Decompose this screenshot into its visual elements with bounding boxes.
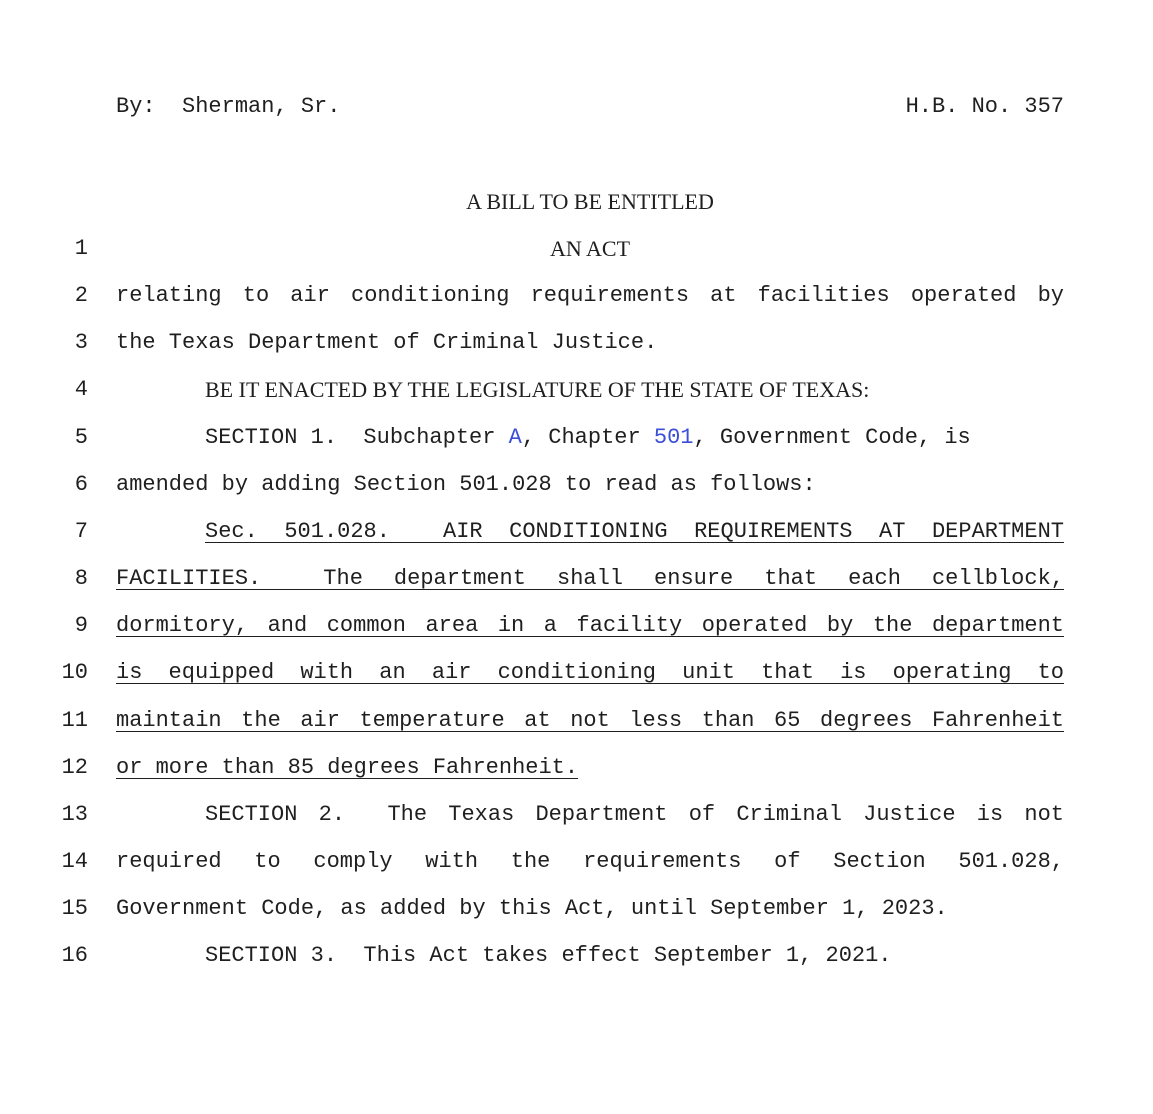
line-number: 8: [74, 566, 88, 591]
act-heading: AN ACT: [549, 236, 631, 261]
text-line-8: [116, 566, 1064, 591]
text-line-7: [116, 519, 1064, 544]
text-line-13: SECTION 2. The Texas Department of Criminal Justice is not: [205, 802, 1064, 827]
line-number: 9: [74, 613, 88, 638]
new-text-11: maintain the air temperature at not less than 65 degrees Fahrenheit: [116, 708, 1064, 733]
text-line-5: [116, 425, 1064, 450]
line-number: 15: [61, 896, 88, 921]
new-text-9: dormitory, and common area in a facility operated by the department: [116, 613, 1064, 638]
line-number: 14: [61, 849, 88, 874]
bill-number: H.B. No. 357: [905, 94, 1064, 119]
new-text-8: FACILITIES. The department shall ensure that each cellblock,: [116, 566, 1064, 591]
text-line-3: the Texas Department of Criminal Justice.: [116, 330, 658, 355]
text-line-12: [116, 755, 1064, 780]
line-number: 16: [61, 943, 88, 968]
section-1-lead: SECTION 1. Subchapter: [205, 425, 509, 450]
line-number: 3: [74, 330, 88, 355]
new-text-10: is equipped with an air conditioning unit that is operating to: [116, 660, 1064, 685]
text-line-9: [116, 613, 1064, 638]
line-number: 13: [61, 802, 88, 827]
bill-caption: A BILL TO BE ENTITLED: [466, 189, 714, 214]
line-number: 10: [61, 660, 88, 685]
section-1-mid: , Chapter: [521, 425, 654, 450]
text-line-15: Government Code, as added by this Act, until September 1, 2023.: [116, 896, 948, 921]
enacting-clause: BE IT ENACTED BY THE LEGISLATURE OF THE STATE OF TEXAS:: [205, 377, 870, 402]
new-text-12: or more than 85 degrees Fahrenheit.: [116, 755, 579, 780]
line-number: 1: [74, 236, 88, 261]
line-number: 7: [74, 519, 88, 544]
text-line-10: [116, 660, 1064, 685]
line-number: 12: [61, 755, 88, 780]
bill-author: By: Sherman, Sr.: [116, 94, 341, 119]
text-line-11: [116, 708, 1064, 733]
text-line-2: relating to air conditioning requirements at facilities operated by: [116, 283, 1064, 308]
new-section-heading: Sec. 501.028. AIR CONDITIONING REQUIREMENTS AT DEPARTMENT: [205, 519, 1064, 544]
line-number: 5: [74, 425, 88, 450]
subchapter-link[interactable]: A: [508, 425, 522, 450]
section-1-tail: , Government Code, is: [693, 425, 971, 450]
text-line-14: required to comply with the requirements of Section 501.028,: [116, 849, 1064, 874]
line-number: 11: [61, 708, 88, 733]
text-line-6: amended by adding Section 501.028 to read as follows:: [116, 472, 816, 497]
line-number: 4: [74, 377, 88, 402]
chapter-link[interactable]: 501: [653, 425, 694, 450]
text-line-16: SECTION 3. This Act takes effect September 1, 2021.: [205, 943, 892, 968]
line-number: 2: [74, 283, 88, 308]
line-number: 6: [74, 472, 88, 497]
